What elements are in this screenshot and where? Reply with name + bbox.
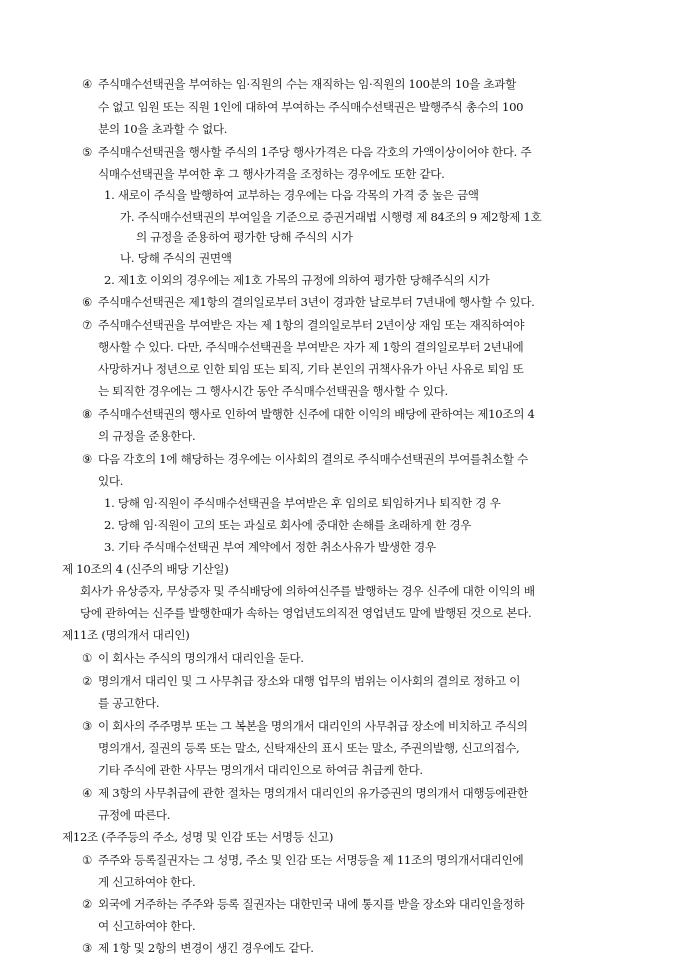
paragraph-9-item-2: 2. 당해 임·직원이 고의 또는 과실로 회사에 중대한 손해를 초래하게 한 경우 xyxy=(104,518,472,532)
paragraph-5-marker: ⑤ xyxy=(82,145,93,159)
paragraph-5-item-1-ga-line-2: 의 규정을 준용하여 평가한 당해 주식의 시가 xyxy=(136,230,353,244)
article-12-p3-line-1: ③ 제 1항 및 2항의 변경이 생긴 경우에도 같다. xyxy=(82,941,314,955)
article-12-p1-marker: ① xyxy=(82,853,93,867)
article-11-p3-marker: ③ xyxy=(82,719,93,733)
article-11-p1-line-1: ① 이 회사는 주식의 명의개서 대리인을 둔다. xyxy=(82,651,304,665)
paragraph-7-line-2: 행사할 수 있다. 다만, 주식매수선택권을 부여받은 자가 제 1항의 결의일로부터 2년내에 xyxy=(98,340,524,354)
paragraph-5-item-2: 2. 제1호 이외의 경우에는 제1호 가목의 규정에 의하여 평가한 당해주식의 시가 xyxy=(104,273,490,287)
paragraph-8-line-2: 의 규정을 준용한다. xyxy=(98,429,196,443)
article-11-p2-line-2: 를 공고한다. xyxy=(98,696,160,710)
article-12-p2-line-2: 여 신고하여야 한다. xyxy=(98,919,196,933)
paragraph-7-line-1: ⑦ 주식매수선택권을 부여받은 자는 제 1항의 결의일로부터 2년이상 재임 또는 재직하여야 xyxy=(82,318,525,332)
paragraph-5-item-1: 1. 새로이 주식을 발행하여 교부하는 경우에는 다음 각목의 가격 중 높은 금액 xyxy=(104,188,479,202)
paragraph-9-item-1: 1. 당해 임·직원이 주식매수선택권을 부여받은 후 임의로 퇴임하거나 퇴직한 경 우 xyxy=(104,496,501,510)
article-10-4-line-2: 당에 관하여는 신주를 발행한때가 속하는 영업년도의직전 영업년도 말에 발행된 것으로 본다. xyxy=(80,606,532,620)
paragraph-7-line-3: 사망하거나 정년으로 인한 퇴임 또는 퇴직, 기타 본인의 귀책사유가 아닌 사유로 퇴임 또 xyxy=(98,362,524,376)
paragraph-9-line-2: 있다. xyxy=(98,474,124,488)
article-11-p3-line-2: 명의개서, 질권의 등록 또는 말소, 신탁재산의 표시 또는 말소, 주권의발행, 신고의접수, xyxy=(98,741,520,755)
paragraph-5-line-1: ⑤ 주식매수선택권을 행사할 주식의 1주당 행사가격은 다음 각호의 가액이상이어야 한다. 주 xyxy=(82,145,532,159)
article-12-p1-line-2: 게 신고하여야 한다. xyxy=(98,875,196,889)
paragraph-9-marker: ⑨ xyxy=(82,452,93,466)
paragraph-7-marker: ⑦ xyxy=(82,318,93,332)
article-12-p2-marker: ② xyxy=(82,897,93,911)
paragraph-8-marker: ⑧ xyxy=(82,407,93,421)
article-11-p4-line-2: 규정에 따른다. xyxy=(98,808,171,822)
paragraph-4-line-1: ④ 주식매수선택권을 부여하는 임·직원의 수는 재직하는 임·직원의 100분의 10을 초과할 xyxy=(82,77,517,91)
article-10-4-line-1: 회사가 유상증자, 무상증자 및 주식배당에 의하여신주를 발행하는 경우 신주에 대한 이익의 배 xyxy=(80,584,535,598)
article-12-p3-marker: ③ xyxy=(82,941,93,955)
article-12-p2-line-1: ② 외국에 거주하는 주주와 등록 질권자는 대한민국 내에 통지를 받을 장소와 대리인을정하 xyxy=(82,897,525,911)
paragraph-6-line-1: ⑥ 주식매수선택권은 제1항의 결의일로부터 3년이 경과한 날로부터 7년내에 행사할 수 있다. xyxy=(82,295,535,309)
paragraph-5-item-1-ga-line-1: 가. 주식매수선택권의 부여일을 기준으로 증권거래법 시행령 제 84조의 9 제2항제 1호 xyxy=(120,210,542,224)
article-11-p4-marker: ④ xyxy=(82,786,93,800)
article-11-p4-line-1: ④ 제 3항의 사무취급에 관한 절차는 명의개서 대리인의 유가증권의 명의개서 대행등에관한 xyxy=(82,786,528,800)
article-11-p1-marker: ① xyxy=(82,651,93,665)
article-11-p2-line-1: ② 명의개서 대리인 및 그 사무취급 장소와 대행 업무의 범위는 이사회의 결의로 정하고 이 xyxy=(82,674,521,688)
article-12-heading: 제12조 (주주등의 주소, 성명 및 인감 또는 서명등 신고) xyxy=(62,830,334,844)
paragraph-5-item-1-na: 나. 당해 주식의 권면액 xyxy=(120,251,232,265)
paragraph-6-marker: ⑥ xyxy=(82,295,93,309)
paragraph-9-item-3: 3. 기타 주식매수선택권 부여 계약에서 정한 취소사유가 발생한 경우 xyxy=(104,540,436,554)
paragraph-7-line-4: 는 퇴직한 경우에는 그 행사시간 동안 주식매수선택권을 행사할 수 있다. xyxy=(98,384,448,398)
paragraph-5-line-2: 식매수선택권을 부여한 후 그 행사가격을 조정하는 경우에도 또한 같다. xyxy=(98,167,445,181)
paragraph-4-line-3: 분의 10을 초과할 수 없다. xyxy=(98,122,228,136)
paragraph-4-marker: ④ xyxy=(82,77,93,91)
article-11-heading: 제11조 (명의개서 대리인) xyxy=(62,628,190,642)
paragraph-4-line-2: 수 없고 임원 또는 직원 1인에 대하여 부여하는 주식매수선택권은 발행주식 총수의 100 xyxy=(98,100,524,114)
article-11-p2-marker: ② xyxy=(82,674,93,688)
article-11-p3-line-3: 기타 주식에 관한 사무는 명의개서 대리인으로 하여금 취급케 한다. xyxy=(98,763,423,777)
article-11-p3-line-1: ③ 이 회사의 주주명부 또는 그 복본을 명의개서 대리인의 사무취급 장소에 비치하고 주식의 xyxy=(82,719,528,733)
article-12-p1-line-1: ① 주주와 등록질권자는 그 성명, 주소 및 인감 또는 서명등을 제 11조의 명의개서대리인에 xyxy=(82,853,524,867)
paragraph-8-line-1: ⑧ 주식매수선택권의 행사로 인하여 발행한 신주에 대한 이익의 배당에 관하여는 제10조의 4 xyxy=(82,407,535,421)
article-10-4-heading: 제 10조의 4 (신주의 배당 기산일) xyxy=(62,562,229,576)
paragraph-9-line-1: ⑨ 다음 각호의 1에 해당하는 경우에는 이사회의 결의로 주식매수선택권의 부여를취소할 수 xyxy=(82,452,528,466)
